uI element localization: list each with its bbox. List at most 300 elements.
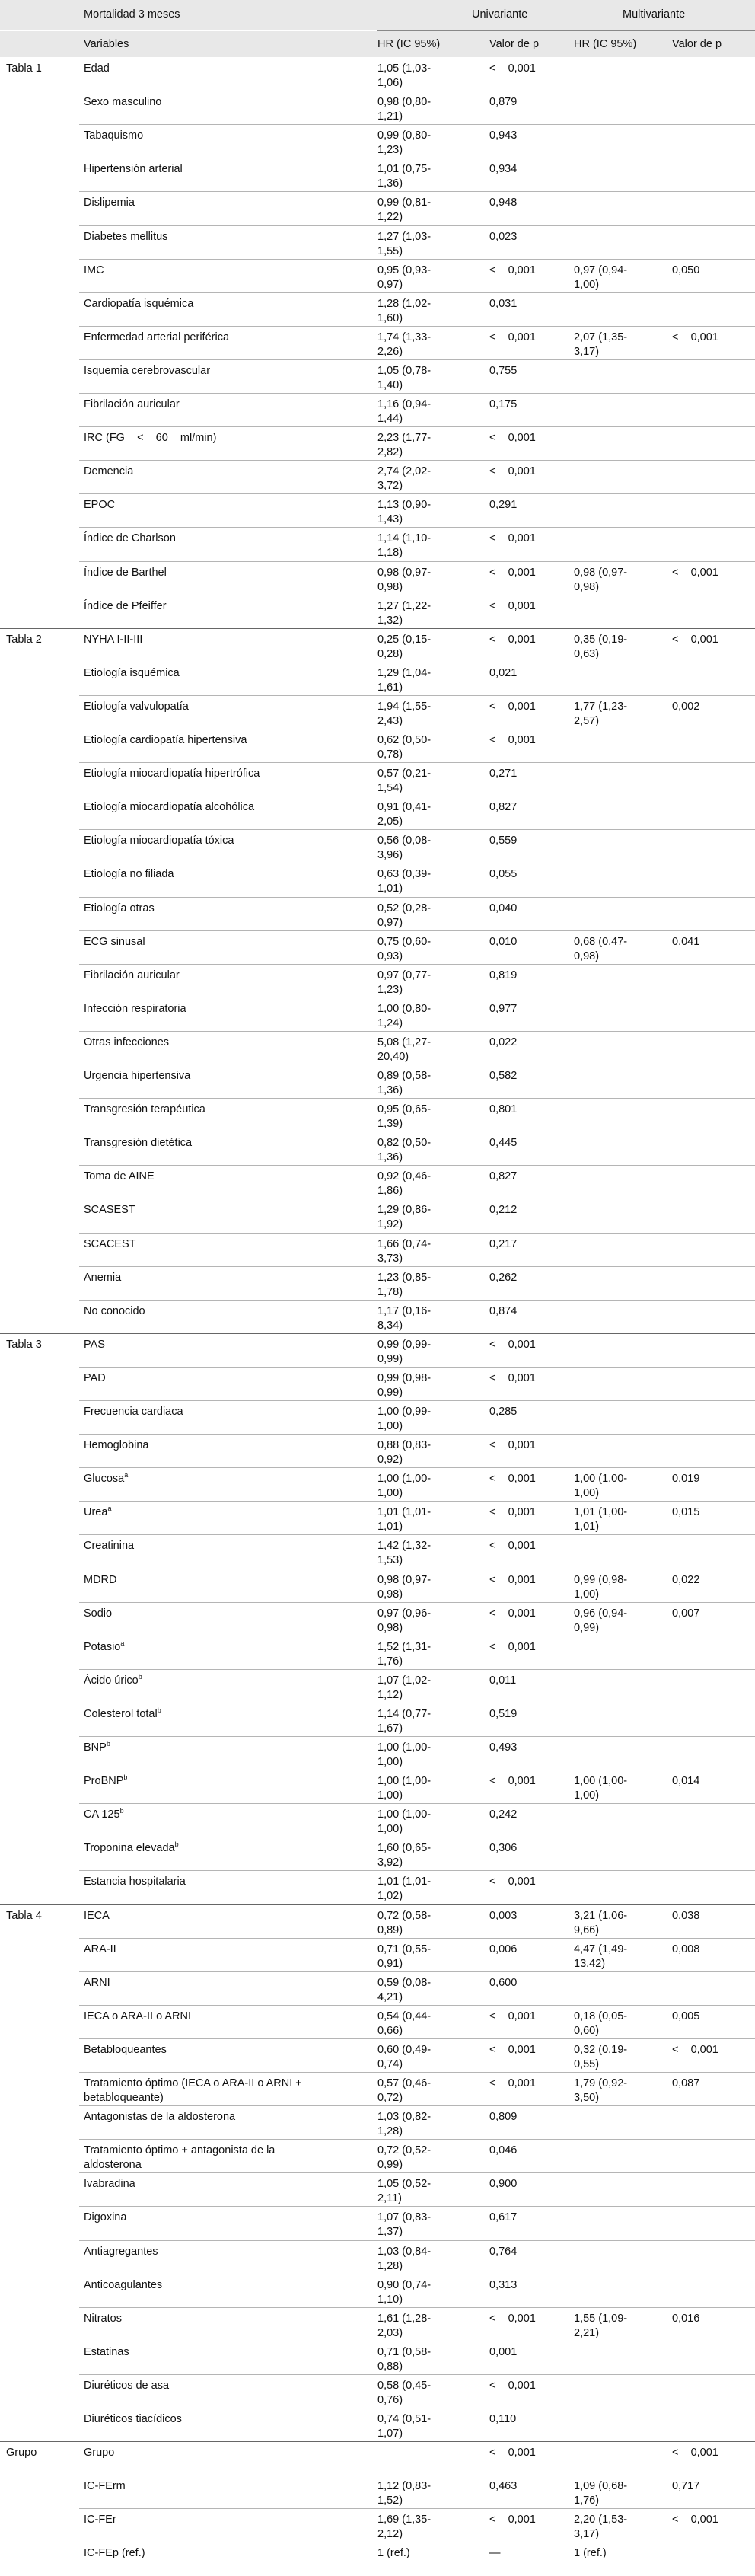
hr-univariante: 1,14 (1,10- 1,18)	[378, 532, 432, 560]
hr-multivariante: 2,07 (1,35- 3,17)	[574, 330, 628, 358]
table-row	[0, 1267, 755, 1301]
hr-univariante: 1,61 (1,28- 2,03)	[378, 2312, 432, 2339]
p-univariante: 0,827	[489, 1170, 518, 1183]
hr-univariante: 0,89 (0,58- 1,36)	[378, 1070, 432, 1096]
table-row	[0, 2106, 755, 2140]
table-row	[0, 1939, 755, 1972]
table-row	[0, 1199, 755, 1233]
variable-name: Urgencia hipertensiva	[84, 1070, 191, 1082]
p-univariante: < 0,001	[489, 330, 536, 343]
p-univariante: 0,046	[489, 2144, 518, 2157]
hr-univariante: 1,52 (1,31- 1,76)	[378, 1640, 432, 1668]
table-row	[0, 2073, 755, 2106]
p-univariante: 0,827	[489, 801, 518, 814]
p-multivariante: < 0,001	[672, 2043, 718, 2056]
table-row	[0, 494, 755, 528]
table-row	[0, 1670, 755, 1703]
hr-univariante: 1,12 (0,83- 1,52)	[378, 2480, 432, 2507]
hr-univariante: 1,27 (1,22- 1,32)	[378, 599, 432, 627]
variable-name: PAS	[84, 1338, 105, 1351]
hr-univariante: 2,23 (1,77- 2,82)	[378, 432, 432, 459]
table-row	[0, 1703, 755, 1737]
p-multivariante: 0,038	[672, 1909, 700, 1922]
hr-univariante: 0,99 (0,99- 0,99)	[378, 1338, 432, 1365]
table-row	[0, 1234, 755, 1267]
p-univariante: < 0,001	[489, 566, 536, 579]
hr-univariante: 1,00 (1,00- 1,00)	[378, 1741, 432, 1768]
col-p-univariante: Valor de p	[489, 38, 540, 50]
table-row	[0, 360, 755, 394]
table-row	[0, 1401, 755, 1435]
p-univariante: 0,217	[489, 1237, 518, 1250]
p-univariante: 0,010	[489, 935, 518, 948]
hr-univariante: 1,00 (1,00- 1,00)	[378, 1808, 432, 1836]
variable-name: BNP$^b$	[84, 1740, 110, 1754]
variable-name: Ivabradina	[84, 2178, 135, 2191]
col-variables: Variables	[84, 38, 129, 50]
p-multivariante: < 0,001	[672, 566, 718, 579]
variable-name: Etiología isquémica	[84, 666, 180, 679]
p-univariante: < 0,001	[489, 263, 536, 276]
p-univariante: 0,463	[489, 2480, 518, 2493]
section-label: Tabla 4	[6, 1909, 42, 1922]
p-univariante: 0,175	[489, 398, 518, 410]
p-univariante: 0,582	[489, 1070, 518, 1082]
p-univariante: 0,011	[489, 1674, 517, 1687]
hr-univariante: 0,57 (0,21- 1,54)	[378, 768, 432, 795]
variable-name: Tratamiento óptimo + antagonista de la aldosterona	[84, 2144, 276, 2172]
variable-name: ECG sinusal	[84, 935, 145, 948]
variable-name: IC-FErm	[84, 2480, 126, 2493]
table-row	[0, 1636, 755, 1670]
hr-multivariante: 1,09 (0,68- 1,76)	[574, 2480, 628, 2507]
hr-univariante: 0,52 (0,28- 0,97)	[378, 902, 432, 929]
hr-univariante: 1,07 (1,02- 1,12)	[378, 1674, 432, 1701]
hr-univariante: 1,17 (0,16- 8,34)	[378, 1304, 432, 1332]
p-univariante: < 0,001	[489, 599, 536, 612]
p-univariante: < 0,001	[489, 2043, 536, 2056]
p-univariante: 0,493	[489, 1741, 518, 1754]
p-univariante: < 0,001	[489, 2312, 536, 2325]
variable-name: PAD	[84, 1371, 106, 1384]
section-label: Grupo	[6, 2447, 37, 2459]
hr-univariante: 0,97 (0,96- 0,98)	[378, 1607, 432, 1634]
p-multivariante: 0,007	[672, 1607, 700, 1620]
variable-name: CA 125$^b$	[84, 1807, 124, 1821]
hr-univariante: 0,95 (0,65- 1,39)	[378, 1103, 432, 1131]
p-univariante: 0,006	[489, 1942, 518, 1955]
p-univariante: < 0,001	[489, 1338, 536, 1351]
hr-univariante: 1,00 (0,99- 1,00)	[378, 1406, 432, 1432]
hr-univariante: 1,01 (0,75- 1,36)	[378, 163, 432, 190]
p-univariante: 0,291	[489, 499, 518, 512]
p-multivariante: 0,008	[672, 1942, 700, 1955]
variable-name: ARA-II	[84, 1942, 116, 1955]
variable-name: Transgresión terapéutica	[84, 1103, 205, 1116]
hr-univariante: 0,56 (0,08- 3,96)	[378, 835, 432, 862]
table-row	[0, 2140, 755, 2173]
variable-name: Tabaquismo	[84, 129, 144, 142]
p-univariante: 0,055	[489, 868, 518, 881]
footnote-marker: a	[120, 1639, 125, 1647]
variable-name: MDRD	[84, 1573, 117, 1586]
hr-univariante: 0,59 (0,08- 4,21)	[378, 1976, 432, 2003]
p-multivariante: 0,002	[672, 700, 700, 713]
table-row	[0, 427, 755, 461]
table-row	[0, 1334, 755, 1368]
hr-multivariante: 0,97 (0,94- 1,00)	[574, 263, 628, 291]
table-row	[0, 2006, 755, 2039]
hr-multivariante: 2,20 (1,53- 3,17)	[574, 2514, 628, 2541]
p-univariante: 0,879	[489, 96, 518, 109]
table-row	[0, 226, 755, 260]
p-univariante: < 0,001	[489, 2077, 536, 2089]
p-univariante: < 0,001	[489, 1775, 536, 1788]
variable-name: IECA	[84, 1909, 110, 1922]
variable-name: Colesterol total$^b$	[84, 1706, 161, 1720]
hr-univariante: 0,62 (0,50- 0,78)	[378, 734, 432, 761]
p-univariante: 0,023	[489, 230, 518, 243]
hr-univariante: 2,74 (2,02- 3,72)	[378, 465, 432, 493]
table-row	[0, 260, 755, 293]
hr-univariante: 1,74 (1,33- 2,26)	[378, 330, 432, 358]
p-univariante: 0,001	[489, 2345, 518, 2358]
table-row	[0, 2542, 755, 2576]
section-label: Tabla 3	[6, 1338, 42, 1351]
variable-name: Digoxina	[84, 2211, 127, 2224]
p-univariante: 0,801	[489, 1103, 518, 1116]
hr-univariante: 0,99 (0,80- 1,23)	[378, 129, 432, 157]
variable-name: EPOC	[84, 499, 116, 512]
p-univariante: 0,262	[489, 1271, 518, 1284]
table-row	[0, 192, 755, 225]
table-row	[0, 1770, 755, 1804]
variable-name: Etiología valvulopatía	[84, 700, 189, 713]
variable-name: Tratamiento óptimo (IECA o ARA-II o ARNI + betabloqueante)	[84, 2077, 302, 2104]
p-multivariante: 0,087	[672, 2077, 700, 2089]
hr-univariante: 0,74 (0,51- 1,07)	[378, 2413, 432, 2440]
variable-name: Transgresión dietética	[84, 1137, 193, 1150]
table-row	[0, 1032, 755, 1065]
footnote-marker: b	[119, 1807, 124, 1815]
p-univariante: < 0,001	[489, 734, 536, 746]
hr-multivariante: 0,99 (0,98- 1,00)	[574, 1573, 628, 1601]
table-row	[0, 998, 755, 1032]
table-row	[0, 1804, 755, 1837]
p-univariante: 0,031	[489, 297, 518, 310]
table-row	[0, 1301, 755, 1334]
hr-univariante: 0,98 (0,97- 0,98)	[378, 1573, 432, 1601]
hr-univariante: 1,01 (1,01- 1,02)	[378, 1875, 432, 1903]
p-univariante: < 0,001	[489, 532, 536, 545]
variable-name: Diuréticos tiacídicos	[84, 2413, 182, 2425]
table-row	[0, 293, 755, 327]
p-univariante: < 0,001	[489, 633, 536, 646]
table-row	[0, 125, 755, 158]
table-row	[0, 1132, 755, 1166]
table-row	[0, 1065, 755, 1099]
hr-univariante: 1,69 (1,35- 2,12)	[378, 2514, 432, 2541]
hr-univariante: 0,60 (0,49- 0,74)	[378, 2043, 432, 2070]
table-row	[0, 2173, 755, 2207]
hr-multivariante: 1,01 (1,00- 1,01)	[574, 1506, 628, 1534]
table-row	[0, 394, 755, 427]
p-multivariante: < 0,001	[672, 330, 718, 343]
variable-name: Demencia	[84, 465, 134, 478]
p-univariante: 0,977	[489, 1002, 518, 1015]
table-row	[0, 763, 755, 796]
p-univariante: 0,600	[489, 1976, 518, 1989]
table-row	[0, 58, 755, 91]
variable-name: Índice de Charlson	[84, 532, 176, 545]
hr-univariante: 1,03 (0,82- 1,28)	[378, 2111, 432, 2138]
table-row	[0, 2341, 755, 2375]
footnote-marker: b	[157, 1706, 161, 1715]
variable-name: Fibrilación auricular	[84, 969, 180, 982]
table-row	[0, 931, 755, 965]
hr-univariante: 0,91 (0,41- 2,05)	[378, 801, 432, 828]
table-row	[0, 2308, 755, 2341]
variable-name: Cardiopatía isquémica	[84, 297, 194, 310]
hr-multivariante: 0,96 (0,94- 0,99)	[574, 1607, 628, 1634]
variable-name: Anemia	[84, 1271, 122, 1284]
p-univariante: < 0,001	[489, 62, 536, 75]
hr-multivariante: 0,32 (0,19- 0,55)	[574, 2043, 628, 2070]
table-row	[0, 1535, 755, 1569]
p-univariante: 0,934	[489, 163, 518, 176]
table-row	[0, 2207, 755, 2240]
table-row	[0, 2509, 755, 2542]
p-univariante: < 0,001	[489, 432, 536, 445]
hr-univariante: 1,60 (0,65- 3,92)	[378, 1842, 432, 1869]
variable-name: Índice de Barthel	[84, 566, 167, 579]
variable-name: Etiología cardiopatía hipertensiva	[84, 734, 247, 746]
hr-univariante: 0,92 (0,46- 1,86)	[378, 1170, 432, 1198]
p-univariante: 0,306	[489, 1842, 518, 1855]
section-label: Tabla 1	[6, 62, 42, 75]
hr-univariante: 1,27 (1,03- 1,55)	[378, 230, 432, 257]
variable-name: Etiología miocardiopatía tóxica	[84, 835, 234, 847]
p-univariante: 0,900	[489, 2178, 518, 2191]
hr-univariante: 1,29 (1,04- 1,61)	[378, 666, 432, 694]
table-row	[0, 2442, 755, 2475]
variable-name: Anticoagulantes	[84, 2278, 163, 2291]
variable-name: Creatinina	[84, 1540, 135, 1553]
table-row	[0, 91, 755, 125]
p-multivariante: 0,019	[672, 1473, 700, 1486]
table-row	[0, 863, 755, 897]
table-row	[0, 1737, 755, 1770]
variable-name: IMC	[84, 263, 104, 276]
table-row	[0, 696, 755, 729]
p-multivariante: 0,022	[672, 1573, 700, 1586]
hr-univariante: 0,97 (0,77- 1,23)	[378, 969, 432, 996]
hr-univariante: 0,98 (0,97- 0,98)	[378, 566, 432, 593]
p-univariante: 0,110	[489, 2413, 517, 2425]
hr-univariante: 0,25 (0,15- 0,28)	[378, 633, 432, 660]
p-univariante: < 0,001	[489, 1540, 536, 1553]
p-univariante: < 0,001	[489, 1875, 536, 1888]
section-label: Tabla 2	[6, 633, 42, 646]
p-univariante: 0,242	[489, 1808, 518, 1821]
variable-name: Grupo	[84, 2447, 115, 2459]
variable-name: Fibrilación auricular	[84, 398, 180, 410]
variable-name: Troponina elevada$^b$	[84, 1840, 179, 1855]
hr-univariante: 1,23 (0,85- 1,78)	[378, 1271, 432, 1298]
p-univariante: 0,003	[489, 1909, 518, 1922]
footnote-marker: b	[123, 1773, 128, 1782]
variable-name: Etiología otras	[84, 902, 155, 915]
footnote-marker: b	[106, 1740, 110, 1748]
table-row	[0, 629, 755, 662]
table-header-band	[0, 0, 755, 30]
variable-name: Antiagregantes	[84, 2245, 158, 2258]
table-row	[0, 830, 755, 863]
variable-name: Glucosa$^a$	[84, 1471, 129, 1486]
hr-multivariante: 1,79 (0,92- 3,50)	[574, 2077, 628, 2104]
table-row	[0, 1368, 755, 1401]
hr-univariante: 1,07 (0,83- 1,37)	[378, 2211, 432, 2239]
variable-name: ARNI	[84, 1976, 110, 1989]
footnote-marker: a	[107, 1505, 112, 1513]
p-multivariante: 0,717	[672, 2480, 700, 2493]
footnote-marker: b	[174, 1840, 179, 1849]
hr-univariante: 5,08 (1,27- 20,40)	[378, 1036, 432, 1063]
hr-univariante: 0,90 (0,74- 1,10)	[378, 2278, 432, 2306]
hr-univariante: 0,88 (0,83- 0,92)	[378, 1439, 432, 1467]
hr-univariante: 0,82 (0,50- 1,36)	[378, 1137, 432, 1164]
p-univariante: 0,809	[489, 2111, 518, 2124]
variable-name: SCACEST	[84, 1237, 136, 1250]
table-row	[0, 1603, 755, 1636]
hr-univariante: 1,14 (0,77- 1,67)	[378, 1707, 432, 1735]
table-row	[0, 2039, 755, 2073]
hr-multivariante: 1 (ref.)	[574, 2547, 607, 2560]
table-row	[0, 1837, 755, 1871]
hr-univariante: 1,00 (0,80- 1,24)	[378, 1002, 432, 1029]
hr-univariante: 0,95 (0,93- 0,97)	[378, 263, 432, 291]
p-multivariante: 0,016	[672, 2312, 700, 2325]
p-multivariante: 0,014	[672, 1775, 700, 1788]
variable-name: Ácido úrico$^b$	[84, 1672, 142, 1687]
p-univariante: —	[489, 2547, 501, 2560]
p-univariante: 0,021	[489, 666, 518, 679]
p-multivariante: 0,050	[672, 263, 700, 276]
hr-univariante: 1,42 (1,32- 1,53)	[378, 1540, 432, 1567]
variable-name: IC-FEr	[84, 2514, 116, 2527]
table-row	[0, 562, 755, 595]
hr-univariante: 0,99 (0,81- 1,22)	[378, 196, 432, 224]
table-row	[0, 2408, 755, 2442]
table-row	[0, 1166, 755, 1199]
variable-name: Infección respiratoria	[84, 1002, 186, 1015]
table-row	[0, 327, 755, 360]
table-row	[0, 2274, 755, 2308]
p-univariante: 0,285	[489, 1406, 518, 1418]
p-univariante: < 0,001	[489, 2379, 536, 2392]
variable-name: No conocido	[84, 1304, 145, 1317]
hr-multivariante: 1,55 (1,09- 2,21)	[574, 2312, 628, 2339]
p-multivariante: 0,005	[672, 2009, 700, 2022]
p-univariante: 0,948	[489, 196, 518, 209]
p-univariante: 0,022	[489, 1036, 518, 1049]
p-univariante: 0,445	[489, 1137, 518, 1150]
table-row	[0, 2375, 755, 2408]
table-row	[0, 1972, 755, 2006]
variable-name: Toma de AINE	[84, 1170, 155, 1183]
hr-univariante: 0,71 (0,55- 0,91)	[378, 1942, 432, 1970]
hr-univariante: 1,16 (0,94- 1,44)	[378, 398, 432, 425]
p-univariante: < 0,001	[489, 2514, 536, 2527]
variable-name: ProBNP$^b$	[84, 1773, 128, 1788]
hr-univariante: 1,28 (1,02- 1,60)	[378, 297, 432, 324]
hr-multivariante: 0,18 (0,05- 0,60)	[574, 2009, 628, 2037]
hr-univariante: 0,71 (0,58- 0,88)	[378, 2345, 432, 2373]
col-hr-multivariante: HR (IC 95%)	[574, 38, 637, 50]
variable-name: Hipertensión arterial	[84, 163, 183, 176]
hr-univariante: 1,01 (1,01- 1,01)	[378, 1506, 432, 1534]
p-univariante: 0,313	[489, 2278, 518, 2291]
table-row	[0, 1502, 755, 1535]
variable-name: Índice de Pfeiffer	[84, 599, 167, 612]
table-row	[0, 2475, 755, 2509]
variable-name: Enfermedad arterial periférica	[84, 330, 230, 343]
variable-name: Urea$^a$	[84, 1505, 112, 1519]
p-multivariante: < 0,001	[672, 2447, 718, 2459]
hr-univariante: 0,72 (0,52- 0,99)	[378, 2144, 432, 2172]
variable-name: Etiología no filiada	[84, 868, 174, 881]
variable-name: Betabloqueantes	[84, 2043, 167, 2056]
table-row	[0, 965, 755, 998]
variable-name: Dislipemia	[84, 196, 135, 209]
variable-name: IECA o ARA-II o ARNI	[84, 2009, 192, 2022]
p-univariante: 0,617	[489, 2211, 518, 2224]
p-multivariante: 0,015	[672, 1506, 700, 1519]
p-univariante: < 0,001	[489, 700, 536, 713]
p-univariante: < 0,001	[489, 465, 536, 478]
hr-multivariante: 0,98 (0,97- 0,98)	[574, 566, 628, 593]
hr-univariante: 1,05 (0,52- 2,11)	[378, 2178, 432, 2205]
variable-name: Diabetes mellitus	[84, 230, 168, 243]
variable-name: Sodio	[84, 1607, 113, 1620]
table-row	[0, 1905, 755, 1939]
table-row	[0, 1871, 755, 1904]
variable-name: Frecuencia cardiaca	[84, 1406, 183, 1418]
hr-univariante: 1,94 (1,55- 2,43)	[378, 700, 432, 727]
variable-name: Sexo masculino	[84, 96, 162, 109]
variable-name: Antagonistas de la aldosterona	[84, 2111, 236, 2124]
p-univariante: < 0,001	[489, 1640, 536, 1653]
p-multivariante: 0,041	[672, 935, 700, 948]
p-multivariante: < 0,001	[672, 2514, 718, 2527]
hr-univariante: 0,54 (0,44- 0,66)	[378, 2009, 432, 2037]
hr-univariante: 1,00 (1,00- 1,00)	[378, 1473, 432, 1500]
hr-multivariante: 1,00 (1,00- 1,00)	[574, 1473, 628, 1500]
p-univariante: 0,755	[489, 364, 518, 377]
hr-multivariante: 1,00 (1,00- 1,00)	[574, 1775, 628, 1802]
table-row	[0, 796, 755, 830]
variable-name: NYHA I-II-III	[84, 633, 143, 646]
table-row	[0, 528, 755, 561]
variable-name: SCASEST	[84, 1204, 135, 1217]
variable-name: Nitratos	[84, 2312, 122, 2325]
table-row	[0, 898, 755, 931]
table-row	[0, 1435, 755, 1468]
hr-univariante: 0,63 (0,39- 1,01)	[378, 868, 432, 895]
table-row	[0, 2241, 755, 2274]
variable-name: IRC (FG < 60 ml/min)	[84, 432, 217, 445]
hr-multivariante: 3,21 (1,06- 9,66)	[574, 1909, 628, 1936]
